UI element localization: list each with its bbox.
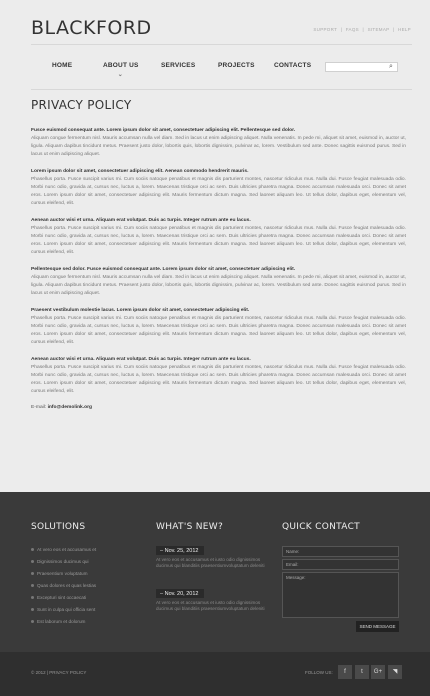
news-excerpt[interactable]: At vero eos et accusamus et iusto odio dignissimos ducimus qui blanditiis praesentiumvoluptatum deleniti (156, 600, 265, 611)
bullet-icon (31, 572, 34, 575)
toplink-support[interactable]: SUPPORT (313, 27, 338, 32)
policy-paragraph (31, 356, 406, 396)
top-links (312, 27, 412, 32)
search-input[interactable] (325, 62, 398, 72)
solutions-link[interactable]: Quas dolores et quas lestias (31, 583, 96, 588)
solutions-link[interactable]: At vero eos et accusamus et (31, 547, 96, 552)
policy-paragraph (31, 168, 406, 208)
news-date: – Nov. 20, 2012 (156, 589, 204, 598)
contact-email-line (31, 405, 406, 410)
facebook-icon[interactable]: f (338, 665, 352, 679)
policy-paragraph (31, 217, 406, 257)
news-title: WHAT'S NEW? (156, 522, 224, 532)
news-date: – Nov. 25, 2012 (156, 546, 204, 555)
toplink-sitemap[interactable]: SITEMAP (367, 27, 390, 32)
paragraph-body: Aliquam congue fermentum nisl. Mauris accumsan nulla vel diam. Sed in lacus ut enim adipiscing aliquet. Nulla venenatis. In pede mi, aliquet sit amet, euismod in, auctor ut, ligula. Aliquam dapibus tincidunt metus. Praesent justo dolor, lobortis quis, lobortis dignissim, pulvinar ac, lorem. Vestibulum sed ante. Donec sagittis euismod purus. Sed in lacus ut enim adipiscing aliquet. (31, 135, 406, 157)
email-label: E-mail: (31, 405, 47, 411)
paragraph-body: Phasellus porta. Fusce suscipit varius mi. Cum sociis natoque penatibus et magnis dis parturient montes, nascetur ridiculus mus. Nulla dui. Fusce feugiat malesuada odio. Morbi nunc odio, gravida at, cursus nec, luctus a, lorem. Maecenas tristique orci ac sem. Duis ultricies pharetra magna. Donec accumsan malesuada orci. Donec sit amet eros. Lorem ipsum dolor sit amet, consectetuer adipiscing elit. Mauris fermentum dictum magna. Sed laoreet aliquam leo. Ut tellus dolor, dapibus eget, elementum vel, cursus eleifend, elit. (31, 226, 406, 255)
solutions-link[interactable]: Praesentium voluptatum (31, 571, 88, 576)
toplink-faqs[interactable]: FAQS (345, 27, 359, 32)
nav-divider (31, 89, 412, 90)
solutions-link[interactable]: Dignissimos ducimus qui (31, 559, 89, 564)
toplink-divider: | (392, 27, 395, 32)
paragraph-lead: Fusce euismod consequat ante. Lorem ipsum dolor sit amet, consectetuer adipiscing elit. Pellentesque sed dolor. (31, 128, 296, 133)
bullet-icon (31, 620, 34, 623)
rss-icon[interactable]: ◥ (388, 665, 402, 679)
header (0, 0, 430, 90)
bullet-icon (31, 560, 34, 563)
nav-projects[interactable]: PROJECTS (218, 62, 255, 69)
solutions-title: SOLUTIONS (31, 522, 86, 532)
paragraph-body: Phasellus porta. Fusce suscipit varius mi. Cum sociis natoque penatibus et magnis dis parturient montes, nascetur ridiculus mus. Nulla dui. Fusce feugiat malesuada odio. Morbi nunc odio, gravida at, cursus nec, luctus a, lorem. Maecenas tristique orci ac sem. Duis ultricies pharetra magna. Donec accumsan malesuada orci. Donec sit amet eros. Lorem ipsum dolor sit amet, consectetuer adipiscing elit. Mauris fermentum dictum magna. Sed laoreet aliquam leo. Ut tellus dolor, dapibus eget, elementum vel, cursus eleifend, elit. (31, 177, 406, 206)
paragraph-lead: Lorem ipsum dolor sit amet, consectetuer adipiscing elit. Aenean commodo hendrerit mauris. (31, 169, 249, 175)
solutions-link[interactable]: Sunt in culpa qui officia sent (31, 607, 95, 612)
twitter-icon[interactable]: t (355, 665, 369, 679)
policy-paragraph (31, 307, 406, 347)
paragraph-body: Phasellus porta. Fusce suscipit varius mi. Cum sociis natoque penatibus et magnis dis parturient montes, nascetur ridiculus mus. Nulla dui. Fusce feugiat malesuada odio. Morbi nunc odio, gravida at, cursus nec, luctus a, lorem. Maecenas tristique orci ac sem. Duis ultricies pharetra magna. Donec accumsan malesuada orci. Donec sit amet eros. Lorem ipsum dolor sit amet, consectetuer adipiscing elit. Mauris fermentum dictum magna. Sed laoreet aliquam leo. Ut tellus dolor, dapibus eget, elementum vel, cursus eleifend, elit. (31, 316, 406, 345)
nav-about-us-label: ABOUT US (103, 62, 139, 69)
solutions-link[interactable]: Est laborum et dolorum (31, 619, 85, 624)
nav-contacts[interactable]: CONTACTS (274, 62, 312, 69)
follow-us-label: FOLLOW US: (305, 670, 333, 675)
search-icon[interactable]: ⌕ (389, 63, 393, 70)
bullet-icon (31, 584, 34, 587)
nav-services[interactable]: SERVICES (161, 62, 196, 69)
paragraph-lead: Pellentesque sed dolor. Fusce euismod consequat ante. Lorem ipsum dolor sit amet, consectetuer adipiscing elit. (31, 267, 296, 273)
toplink-divider: | (340, 27, 343, 32)
toplink-divider: | (362, 27, 364, 32)
bullet-icon (31, 548, 34, 551)
send-message-button[interactable]: SEND MESSAGE (356, 621, 399, 632)
email-field[interactable]: Email: (282, 559, 399, 570)
email-link[interactable]: info@demolink.org (47, 405, 93, 411)
paragraph-lead: Aenean auctor wisi et urna. Aliquam erat volutpat. Duis ac turpis. Integer rutrum ante eu lacus. (31, 357, 251, 363)
quick-contact-title: QUICK CONTACT (282, 522, 360, 532)
page-title: PRIVACY POLICY (31, 98, 132, 112)
paragraph-lead: Aenean auctor wisi et urna. Aliquam erat volutpat. Duis ac turpis. Integer rutrum ante eu lacus. (31, 218, 251, 224)
news-excerpt[interactable]: At vero eos et accusamus et iusto odio dignissimos ducimus qui blanditiis praesentiumvoluptatum deleniti (156, 557, 265, 568)
nav-about-us[interactable] (103, 62, 139, 78)
policy-paragraph (31, 266, 406, 298)
chevron-down-icon: ⌄ (117, 72, 123, 78)
googleplus-icon[interactable]: G+ (371, 665, 385, 679)
main-content (31, 98, 406, 410)
paragraph-body: Aliquam congue fermentum nisl. Mauris accumsan nulla vel diam. Sed in lacus ut enim adipiscing aliquet. Nulla venenatis. In pede mi, aliquet sit amet, euismod in, auctor ut, ligula. Aliquam dapibus tincidunt metus. Praesent justo dolor, lobortis quis, lobortis dignissim, pulvinar ac, lorem. Vestibulum sed ante. Donec sagittis euismod purus. Sed in lacus ut enim adipiscing aliquet. (31, 275, 406, 296)
solutions-link[interactable]: Excepturi sint occaecati (31, 595, 86, 600)
site-logo[interactable]: BLACKFORD (31, 17, 152, 39)
bullet-icon (31, 596, 34, 599)
policy-paragraph (31, 127, 406, 159)
paragraph-lead: Praesent vestibulum molestie lacus. Lorem ipsum dolor sit amet, consectetuer adipiscing elit. (31, 308, 250, 314)
name-field[interactable]: Name: (282, 546, 399, 557)
nav-home[interactable]: HOME (52, 62, 73, 69)
toplink-help[interactable]: HELP (398, 27, 411, 32)
header-divider (31, 44, 412, 45)
paragraph-body: Phasellus porta. Fusce suscipit varius mi. Cum sociis natoque penatibus et magnis dis parturient montes, nascetur ridiculus mus. Nulla dui. Fusce feugiat malesuada odio. Morbi nunc odio, gravida at, cursus nec, luctus a, lorem. Maecenas tristique orci ac sem. Duis ultricies pharetra magna. Donec accumsan malesuada orci. Donec sit amet eros. Lorem ipsum dolor sit amet, consectetuer adipiscing elit. Mauris fermentum dictum magna. Sed laoreet aliquam leo. Ut tellus dolor, dapibus eget, elementum vel, cursus eleifend, elit. (31, 365, 406, 394)
copyright: © 2012 | PRIVACY POLICY (31, 670, 87, 675)
bullet-icon (31, 608, 34, 611)
message-field[interactable]: Message: (282, 572, 399, 618)
